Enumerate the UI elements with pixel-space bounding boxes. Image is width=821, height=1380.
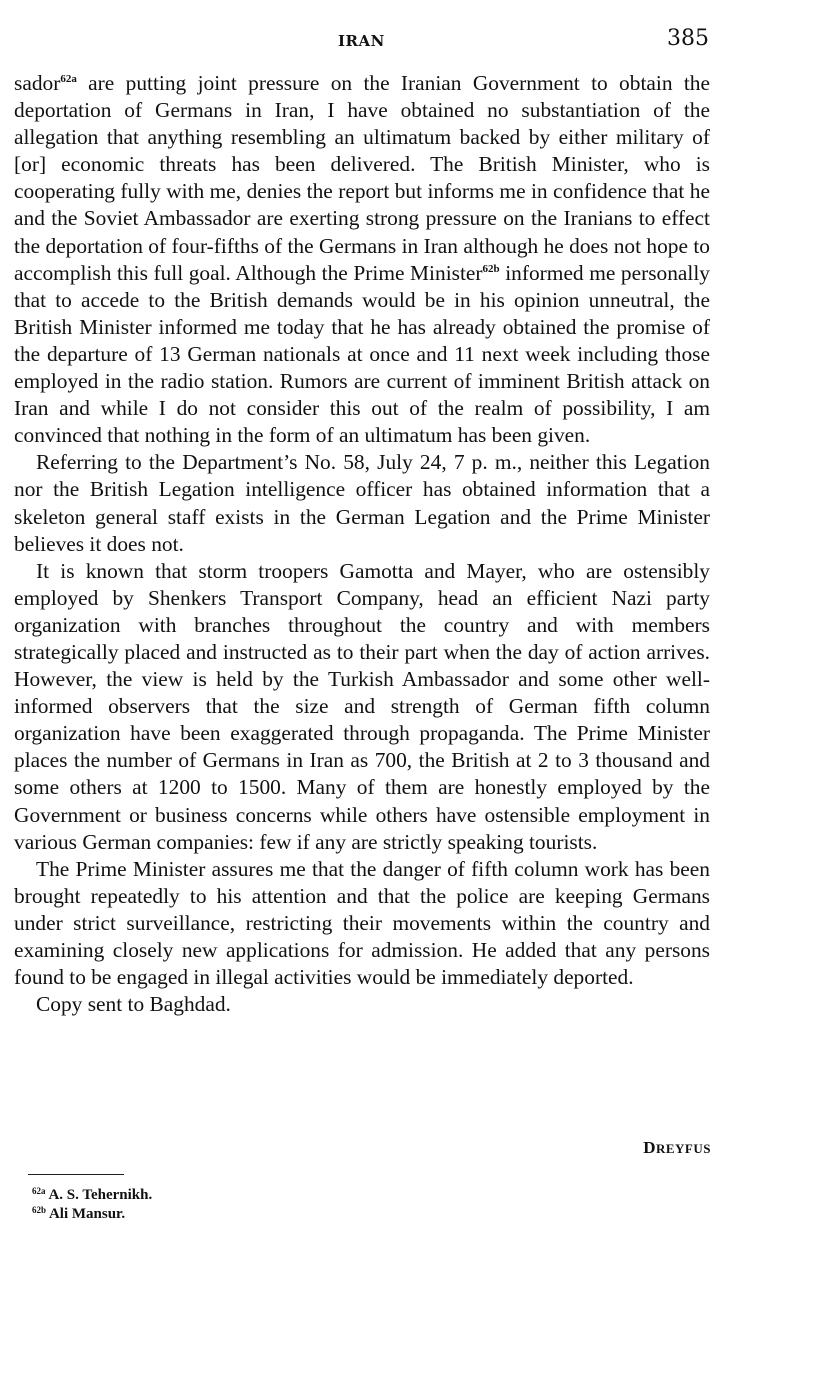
footnote-divider — [28, 1174, 124, 1175]
footnotes — [32, 1186, 152, 1224]
header-title: IRAN — [338, 32, 385, 50]
footnote-62b — [32, 1205, 152, 1224]
paragraph-2: Referring to the Department’s No. 58, July 24, 7 p. m., neither this Legation nor the British Legation intelligence officer has obtained information that a skeleton general staff exists in the German Legation and the Prime Minister believes it does not. — [14, 450, 710, 556]
footnote-text: Ali Mansur. — [48, 1206, 126, 1222]
page-number: 385 — [667, 26, 709, 51]
footnote-mark: 62a — [32, 1186, 46, 1196]
signature — [643, 1138, 711, 1158]
running-header — [0, 26, 821, 56]
footnote-text: A. S. Tehernikh. — [48, 1187, 153, 1203]
paragraph-1-part-b: are putting joint pressure on the Iranian Government to obtain the deportation of Germans in Iran, I have obtained no substantiation of the allegation that anything resembling an ultimatum backed by either military of [or] economic threats has been delivered. The British Minister, who is cooperating fully with me, denies the report but informs me in confidence that he and the Soviet Ambassador are exerting strong pressure on the Iranians to effect the deportation of four-fifths of the Germans in Iran although he does not hope to accomplish this full goal. Although the Prime Minister — [14, 71, 710, 285]
letter-body — [14, 70, 710, 1018]
paragraph-3: It is known that storm troopers Gamotta and Mayer, who are ostensibly employed by Shenkers Transport Company, head an efficient Nazi party organization with branches throughout the country and with members strategically placed and instructed as to their part when the day of action arrives. However, the view is held by the Turkish Ambassador and some other well-informed observers that the size and strength of German fifth column organization have been exaggerated through propaganda. The Prime Minister places the number of Germans in Iran as 700, the British at 2 to 3 thousand and some others at 1200 to 1500. Many of them are honestly employed by the Government or business concerns while others have ostensible employment in various German companies: few if any are strictly speaking tourists. — [14, 558, 710, 854]
paragraph-4: The Prime Minister assures me that the danger of fifth column work has been brought repeatedly to his attention and that the police are keeping Germans under strict surveillance, restricting their movements within the country and examining closely new applications for admission. He added that any persons found to be engaged in illegal activities would be immediately deported. — [14, 856, 710, 990]
paragraph-1-part-a: sador — [14, 71, 61, 95]
footnote-62a — [32, 1186, 152, 1205]
signature-rest: REYFUS — [655, 1141, 711, 1156]
paragraph-1 — [14, 70, 710, 449]
signature-initial: D — [643, 1138, 656, 1157]
footnote-ref-62a: 62a — [60, 73, 77, 85]
footnote-ref-62b: 62b — [482, 262, 500, 275]
paragraph-5: Copy sent to Baghdad. — [36, 992, 231, 1017]
footnote-mark: 62b — [32, 1205, 47, 1215]
paragraph-1-part-c: informed me personally that to accede to the British demands would be in his opinion unneutral, the British Minister informed me today that he has already obtained the promise of the departure of 13 German nationals at once and 11 next week including those employed in the radio station. Rumors are current of imminent British attack on Iran and while I do not consider this out of the realm of possibility, I am convinced that nothing in the form of an ultimatum has been given. — [14, 260, 711, 448]
